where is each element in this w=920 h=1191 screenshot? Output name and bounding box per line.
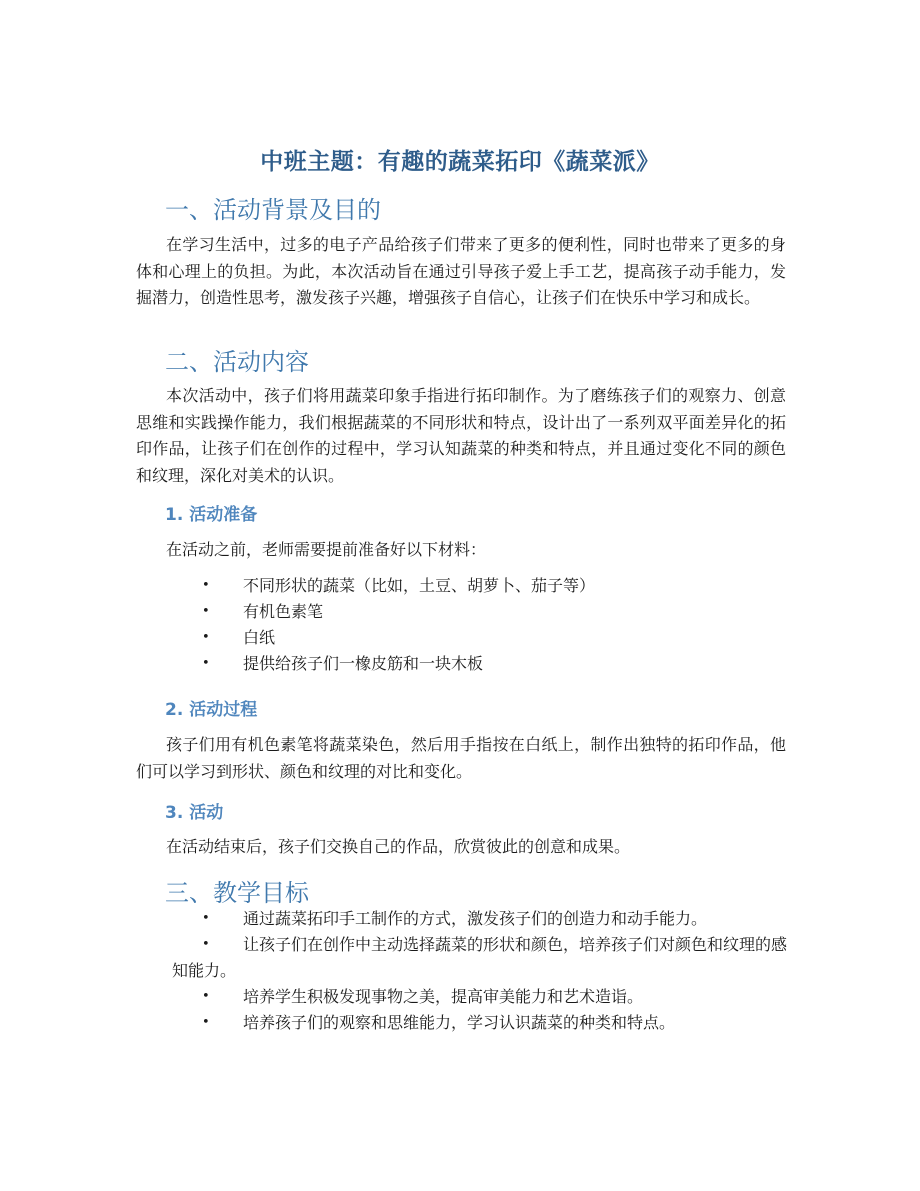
list-item: • 提供给孩子们一橡皮筋和一块木板 [202,651,802,677]
bullet-icon: • [202,630,210,645]
bullet-icon: • [202,578,210,593]
paragraph-content: 本次活动中，孩子们将用蔬菜印象手指进行拓印制作。为了磨练孩子们的观察力、创意思维和实践操作能力，我们根据蔬菜的不同形状和特点，设计出了一系列双平面差异化的拓印作品，让孩子们在创作的过程中，学习认知蔬菜的种类和特点，并且通过变化不同的颜色和纹理，深化对美术的认识。 [136,386,786,485]
bullet-icon: • [202,989,210,1004]
preparation-intro: 在活动之前，老师需要提前准备好以下材料： [166,540,487,559]
list-item: • 白纸 [202,625,802,651]
section-heading-content: 二、活动内容 [165,348,309,376]
paragraph-activity: 在活动结束后，孩子们交换自己的作品，欣赏彼此的创意和成果。 [166,837,631,856]
subheading-process: 2. 活动过程 [165,700,258,720]
list-item: • 不同形状的蔬菜（比如，土豆、胡萝卜、茄子等） [202,573,802,599]
list-item: • 有机色素笔 [202,599,802,625]
list-item: • 通过蔬菜拓印手工制作的方式，激发孩子们的创造力和动手能力。 [172,906,787,932]
bullet-icon: • [202,656,210,671]
list-item: • 培养孩子们的观察和思维能力，学习认识蔬菜的种类和特点。 [172,1010,787,1036]
document-title: 中班主题：有趣的蔬菜拓印《蔬菜派》 [260,149,660,175]
section-heading-goals: 三、教学目标 [165,879,309,907]
bullet-icon: • [202,1015,210,1030]
bullet-icon: • [202,937,210,952]
subheading-preparation: 1. 活动准备 [165,505,258,525]
bullet-icon: • [202,604,210,619]
paragraph-background: 在学习生活中，过多的电子产品给孩子们带来了更多的便利性，同时也带来了更多的身体和心理上的负担。为此，本次活动旨在通过引导孩子爱上手工艺，提高孩子动手能力，发掘潜力，创造性思考，激发孩子兴趣，增强孩子自信心，让孩子们在快乐中学习和成长。 [136,235,786,307]
goals-list [172,906,787,1036]
list-item: • 培养学生积极发现事物之美，提高审美能力和艺术造诣。 [172,984,787,1010]
section-heading-background: 一、活动背景及目的 [165,196,381,224]
list-item: • 让孩子们在创作中主动选择蔬菜的形状和颜色，培养孩子们对颜色和纹理的感知能力。 [172,932,787,984]
paragraph-process: 孩子们用有机色素笔将蔬菜染色，然后用手指按在白纸上，制作出独特的拓印作品，他们可以学习到形状、颜色和纹理的对比和变化。 [136,735,786,781]
materials-list [202,573,802,677]
bullet-icon: • [202,911,210,926]
subheading-activity: 3. 活动 [165,803,224,823]
